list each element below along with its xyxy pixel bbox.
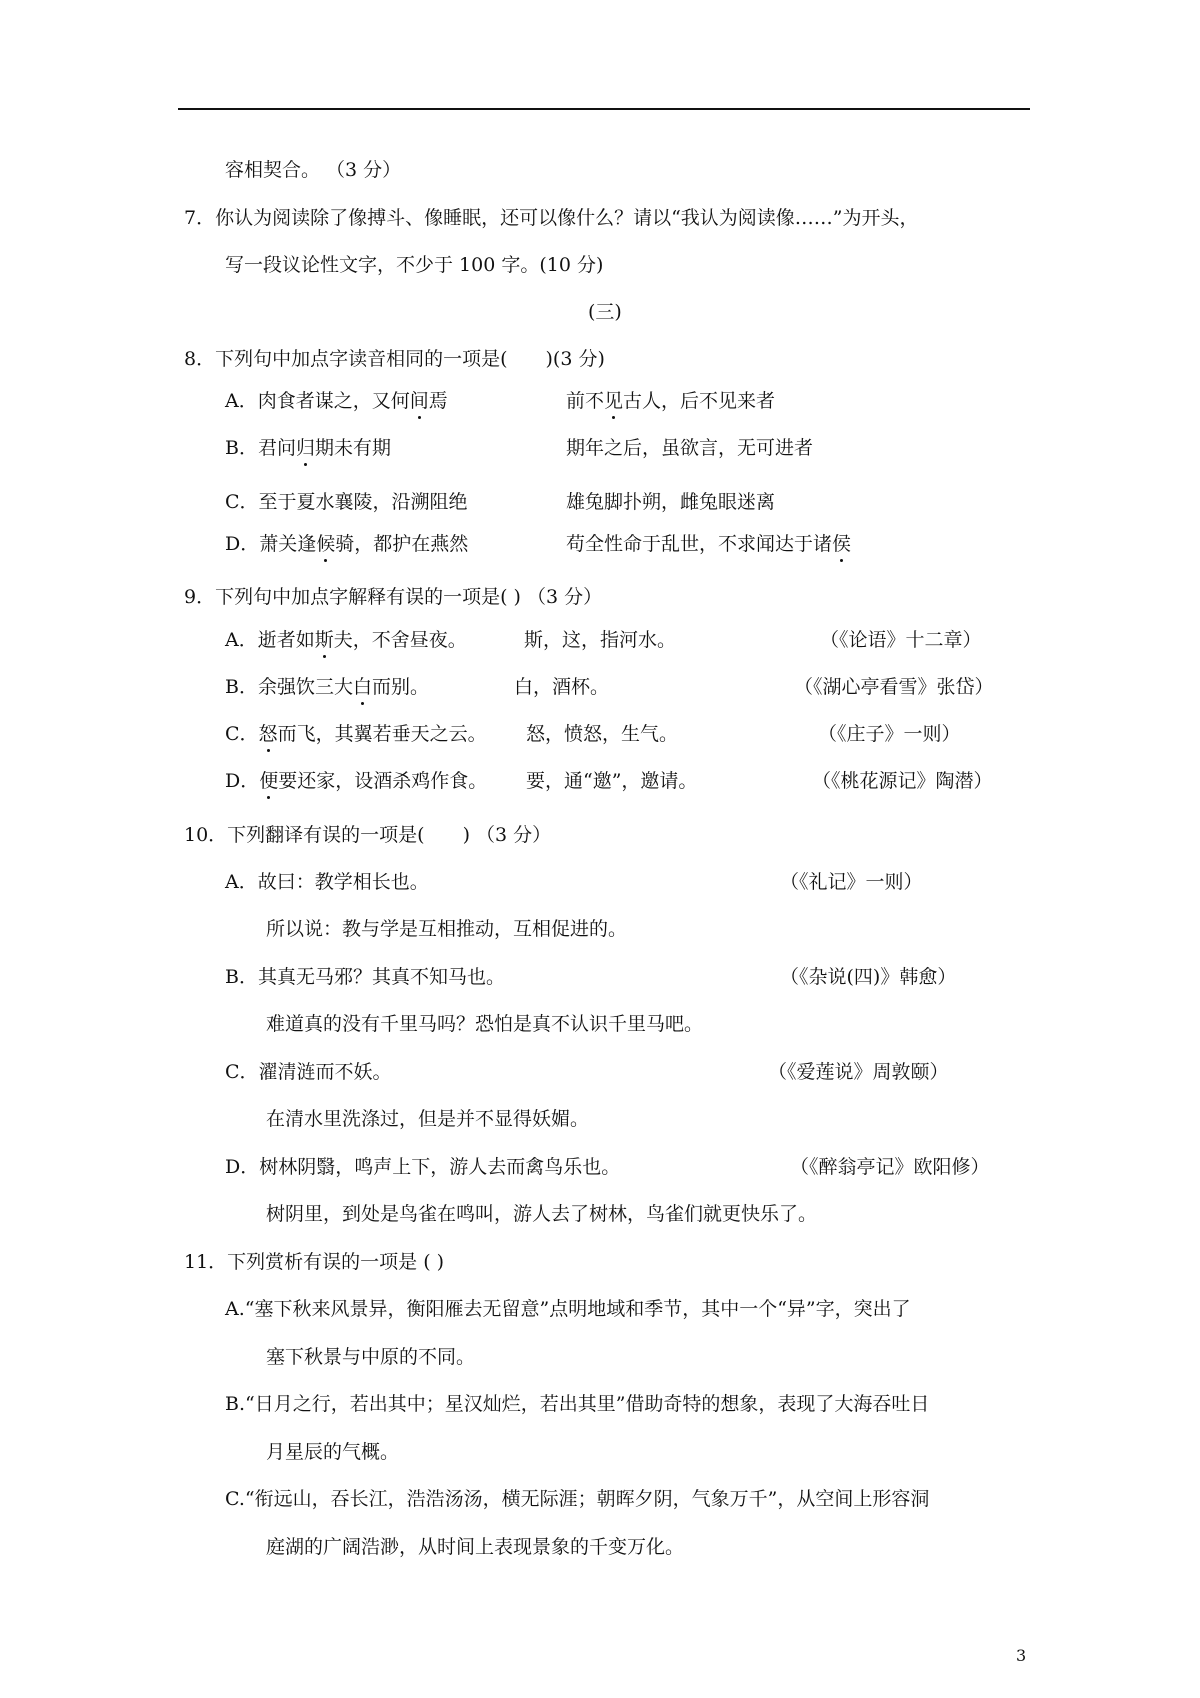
page-number: 3 (1016, 1646, 1027, 1665)
q9-option-d-gloss: 要，通“邀”，邀请。 (526, 770, 698, 792)
q9-option-c-gloss: 怒，愤怒，生气。 (526, 723, 679, 745)
q9-option-b-source: （《湖心亭看雪》张岱） (794, 676, 994, 698)
q10-option-b-translation: 难道真的没有千里马吗？恐怕是真不认识千里马吧。 (266, 1013, 704, 1035)
dotted-char: 斯 (314, 629, 334, 651)
q9-option-a-source: （《论语》十二章） (820, 629, 982, 651)
q9-option-d: D．便要还家，设酒杀鸡作食。 (225, 770, 488, 792)
option-label: D． (225, 1156, 260, 1178)
q8-option-b-pair: 期年之后，虽欲言，无可进者 (566, 437, 814, 459)
q9-option-b: B．余强饮三大白而别。 (225, 676, 430, 698)
q11-option-a-line2: 塞下秋景与中原的不同。 (266, 1346, 476, 1368)
option-label: C． (225, 723, 259, 745)
q9-stem: 9．下列句中加点字解释有误的一项是( ) （3 分） (184, 586, 603, 608)
q8-option-b: B．君问归期未有期 (225, 437, 392, 459)
q10-option-d: D．树林阴翳，鸣声上下，游人去而禽鸟乐也。 (225, 1156, 621, 1178)
q11-option-b-line1: B.“日月之行，若出其中；星汉灿烂，若出其里”借助奇特的想象，表现了大海吞吐日 (225, 1393, 930, 1415)
q11-option-a-line1: A.“塞下秋来风景异，衡阳雁去无留意”点明地域和季节，其中一个“异”字，突出了 (225, 1298, 911, 1320)
q8-option-d: D．萧关逢候骑，都护在燕然 (225, 533, 469, 555)
option-label: C． (225, 1061, 259, 1083)
option-label: C． (225, 491, 259, 513)
option-label: A． (225, 390, 258, 412)
q10-option-b: B．其真无马邪？其真不知马也。 (225, 966, 505, 988)
q11-option-c-line1: C.“衔远山，吞长江，浩浩汤汤，横无际涯；朝晖夕阴，气象万千”，从空间上形容洞 (225, 1488, 930, 1510)
dotted-char: 怒 (258, 723, 278, 745)
q8-option-a-pair: 前不见古人，后不见来者 (566, 390, 776, 412)
q11-stem: 11．下列赏析有误的一项是 ( ) (184, 1251, 445, 1273)
option-label: D． (225, 533, 260, 555)
q11-option-c-line2: 庭湖的广阔浩渺，从时间上表现景象的千变万化。 (266, 1536, 685, 1558)
q9-option-a: A．逝者如斯夫，不舍昼夜。 (225, 629, 467, 651)
q9-option-c-source: （《庄子》一则） (818, 723, 961, 745)
q10-option-c: C．濯清涟而不妖。 (225, 1061, 392, 1083)
q7-line1: 7．你认为阅读除了像搏斗、像睡眠，还可以像什么？请以“我认为阅读像……”为开头， (184, 207, 919, 229)
q10-option-d-source: （《醉翁亭记》欧阳修） (790, 1156, 990, 1178)
option-label: D． (225, 770, 260, 792)
option-label: B． (225, 676, 258, 698)
q11-option-b-line2: 月星辰的气概。 (266, 1441, 400, 1463)
dotted-char: 见 (604, 390, 624, 412)
q10-option-c-translation: 在清水里洗涤过，但是并不显得妖媚。 (266, 1108, 590, 1130)
q8-option-a (225, 389, 448, 413)
q8-option-c: C．至于夏水襄陵，沿溯阻绝 (225, 491, 468, 513)
q10-stem: 10．下列翻译有误的一项是( ) （3 分） (184, 824, 552, 846)
dotted-char: 便 (259, 770, 279, 792)
q10-option-d-translation: 树阴里，到处是鸟雀在鸣叫，游人去了树林，鸟雀们就更快乐了。 (266, 1203, 818, 1225)
q9-option-d-source: （《桃花源记》陶潜） (812, 770, 993, 792)
dotted-char: 间 (409, 390, 429, 412)
q8-option-d-pair: 苟全性命于乱世，不求闻达于诸侯 (566, 533, 852, 555)
q10-option-b-source: （《杂说(四)》韩愈） (780, 966, 957, 988)
q10-option-a: A．故曰：教学相长也。 (225, 871, 429, 893)
q10-option-c-source: （《爱莲说》周敦颐） (768, 1061, 949, 1083)
q10-option-a-source: （《礼记》一则） (780, 871, 923, 893)
dotted-char: 候 (316, 533, 336, 555)
q10-option-a-translation: 所以说：教与学是互相推动，互相促进的。 (266, 918, 628, 940)
section-heading: (三) (588, 301, 622, 323)
q8-option-c-pair: 雄兔脚扑朔，雌兔眼迷离 (566, 491, 776, 513)
dotted-char: 归 (295, 437, 315, 459)
option-label: A． (225, 871, 258, 893)
dotted-char: 侯 (832, 533, 852, 555)
dotted-char: 白 (352, 676, 372, 698)
header-rule (178, 108, 1030, 110)
option-text: 肉食者谋之，又何间焉 (257, 390, 448, 412)
option-label: B． (225, 966, 258, 988)
q8-stem: 8．下列句中加点字读音相同的一项是( )(3 分) (184, 348, 605, 370)
q9-option-a-gloss: 斯，这，指河水。 (524, 629, 677, 651)
option-label: A． (225, 629, 258, 651)
q6-tail: 容相契合。 （3 分） (225, 159, 402, 181)
option-label: B． (225, 437, 258, 459)
q9-option-b-gloss: 白，酒杯。 (514, 676, 610, 698)
q7-line2: 写一段议论性文字，不少于 100 字。(10 分) (225, 254, 604, 276)
q9-option-c: C．怒而飞，其翼若垂天之云。 (225, 723, 487, 745)
